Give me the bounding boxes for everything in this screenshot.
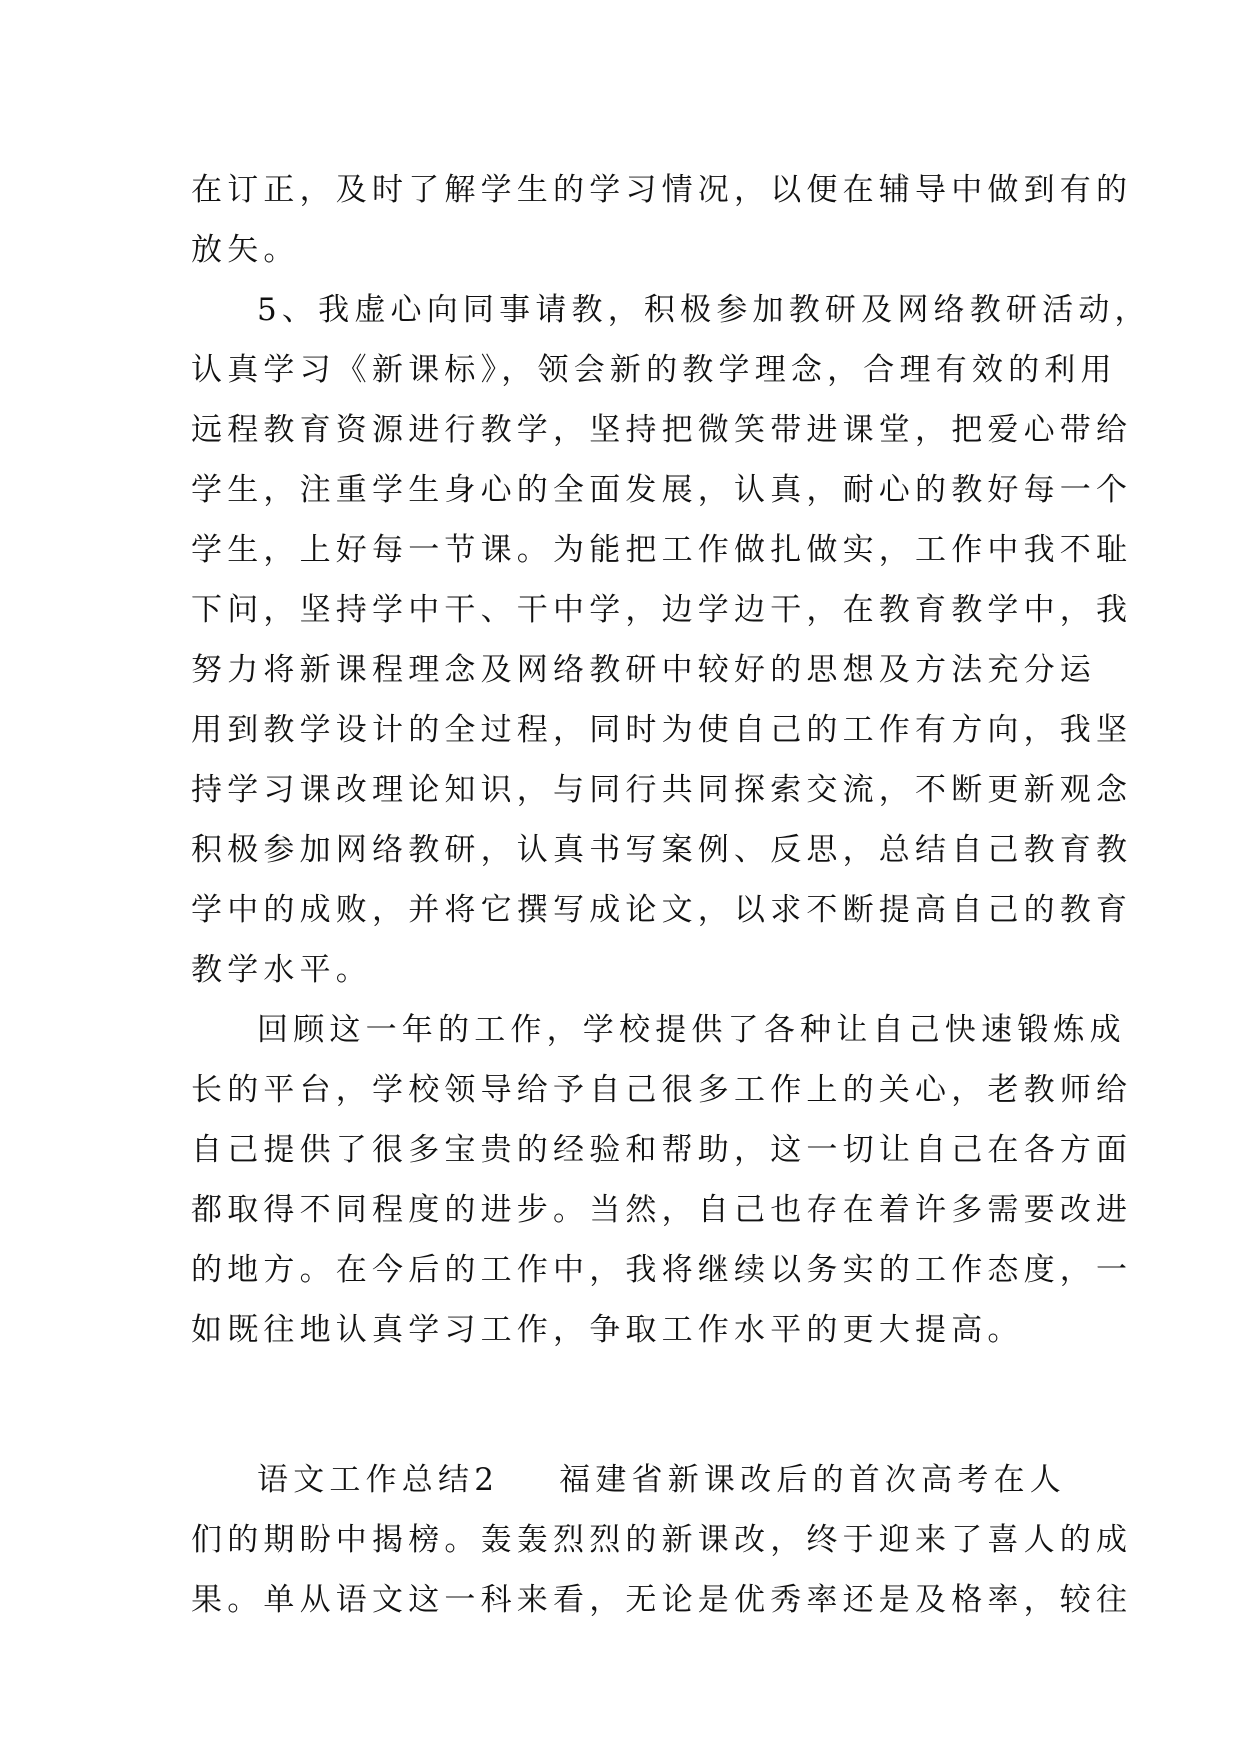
text-line: 如既往地认真学习工作，争取工作水平的更大提高。 xyxy=(191,1312,1024,1348)
section-first-line-text: 福建省新课改后的首次高考在人 xyxy=(559,1462,1066,1498)
text-line: 教学水平。 xyxy=(191,952,372,988)
text-line: 持学习课改理论知识，与同行共同探索交流，不断更新观念 xyxy=(191,772,1133,808)
text-line: 下问，坚持学中干、干中学，边学边干，在教育教学中，我 xyxy=(191,592,1133,628)
text-line: 都取得不同程度的进步。当然，自己也存在着许多需要改进 xyxy=(191,1192,1133,1228)
paragraph-first-line: 5、我虚心向同事请教，积极参加教研及网络教研活动， xyxy=(257,292,1151,328)
text-line: 们的期盼中揭榜。轰轰烈烈的新课改，终于迎来了喜人的成 xyxy=(191,1522,1133,1558)
paragraph-first-line: 回顾这一年的工作，学校提供了各种让自己快速锻炼成 xyxy=(257,1012,1126,1048)
section-gap xyxy=(191,1360,1051,1450)
text-line: 积极参加网络教研，认真书写案例、反思，总结自己教育教 xyxy=(191,832,1133,868)
text-line: 在订正，及时了解学生的学习情况，以便在辅导中做到有的 xyxy=(191,172,1133,208)
text-line: 学生，注重学生身心的全面发展，认真，耐心的教好每一个 xyxy=(191,472,1133,508)
text-line: 认真学习《新课标》，领会新的教学理念，合理有效的利用 xyxy=(191,352,1117,388)
document-body xyxy=(191,160,1151,1630)
text-line: 果。单从语文这一科来看，无论是优秀率还是及格率，较往 xyxy=(191,1582,1133,1618)
text-line: 学生，上好每一节课。为能把工作做扎做实，工作中我不耻 xyxy=(191,532,1133,568)
text-line: 学中的成败，并将它撰写成论文，以求不断提高自己的教育 xyxy=(191,892,1133,928)
section-heading-line xyxy=(191,1450,1066,1510)
section-heading: 语文工作总结2 xyxy=(257,1462,500,1498)
text-line: 努力将新课程理念及网络教研中较好的思想及方法充分运 xyxy=(191,652,1096,688)
text-line: 放矢。 xyxy=(191,232,300,268)
text-line: 自己提供了很多宝贵的经验和帮助，这一切让自己在各方面 xyxy=(191,1132,1133,1168)
text-line: 的地方。在今后的工作中，我将继续以务实的工作态度，一 xyxy=(191,1252,1133,1288)
text-line: 用到教学设计的全过程，同时为使自己的工作有方向，我坚 xyxy=(191,712,1133,748)
text-line: 远程教育资源进行教学，坚持把微笑带进课堂，把爱心带给 xyxy=(191,412,1133,448)
text-line: 长的平台，学校领导给予自己很多工作上的关心，老教师给 xyxy=(191,1072,1133,1108)
